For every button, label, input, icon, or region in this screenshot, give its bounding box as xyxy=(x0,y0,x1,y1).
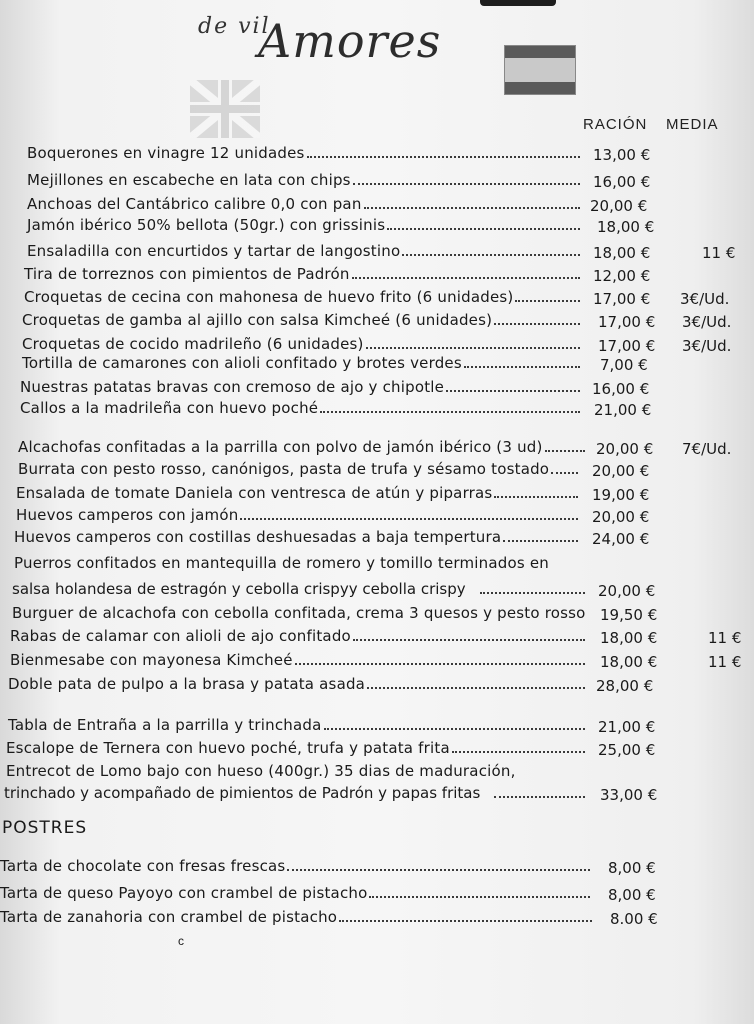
menu-item-price: 7,00 € xyxy=(600,356,648,374)
menu-item-row xyxy=(0,263,754,285)
menu-item-name: Tabla de Entraña a la parrilla y trinchada xyxy=(8,716,322,734)
menu-item-name: Croquetas de cecina con mahonesa de huevo frito (6 unidades) xyxy=(24,288,514,306)
menu-item-price: 13,00 € xyxy=(593,146,651,164)
menu-item-name: Croquetas de gamba al ajillo con salsa Kimcheé (6 unidades) xyxy=(22,311,493,329)
menu-item-price: 24,00 € xyxy=(592,530,650,548)
menu-item-name: Burrata con pesto rosso, canónigos, pasta de trufa y sésamo tostado xyxy=(18,460,550,478)
menu-item-row xyxy=(0,309,754,331)
logo-small-text: de vil xyxy=(198,14,271,39)
menu-item-row xyxy=(0,286,754,308)
menu-item-half-price: 3€/Ud. xyxy=(680,290,730,308)
menu-item-price: 12,00 € xyxy=(593,267,651,285)
menu-item-name: Ensaladilla con encurtidos y tartar de langostino xyxy=(27,242,401,260)
menu-item-row xyxy=(0,673,754,695)
menu-item-name: Rabas de calamar con alioli de ajo confitado xyxy=(10,627,351,645)
dot-leader xyxy=(287,869,590,871)
dot-leader xyxy=(295,663,585,665)
menu-item-price: 20,00 € xyxy=(598,582,656,600)
footer-mark: c xyxy=(178,934,184,948)
dot-leader xyxy=(366,347,580,349)
menu-item-half-price: 11 € xyxy=(708,629,742,647)
dot-leader xyxy=(494,796,585,798)
menu-item-row xyxy=(0,625,754,647)
menu-item-price: 16,00 € xyxy=(592,380,650,398)
menu-item-price: 18,00 € xyxy=(593,244,651,262)
menu-item-name: Callos a la madrileña con huevo poché xyxy=(20,399,319,417)
dot-leader xyxy=(369,896,590,898)
menu-item-row xyxy=(0,193,754,215)
dot-leader xyxy=(307,156,580,158)
menu-item-name: Burguer de alcachofa con cebolla confitada, crema 3 quesos y pesto rosso xyxy=(12,604,586,622)
menu-item-price: 20,00 € xyxy=(592,508,650,526)
menu-item-price: 25,00 € xyxy=(598,741,656,759)
dot-leader xyxy=(364,207,580,209)
menu-item-row xyxy=(0,526,754,548)
dessert-item-row xyxy=(0,855,754,877)
dot-leader xyxy=(452,751,585,753)
dot-leader xyxy=(494,323,580,325)
dot-leader xyxy=(464,366,580,368)
menu-item-row xyxy=(0,504,754,526)
dessert-item-price: 8,00 € xyxy=(608,859,656,877)
menu-item-price: 18,00 € xyxy=(600,629,658,647)
menu-item-price: 17,00 € xyxy=(598,313,656,331)
dot-leader xyxy=(515,300,580,302)
dot-leader xyxy=(387,228,580,230)
dot-leader xyxy=(551,472,578,474)
menu-item-price: 21,00 € xyxy=(598,718,656,736)
menu-item-half-price: 11 € xyxy=(702,244,736,262)
menu-item-half-price: 11 € xyxy=(708,653,742,671)
menu-item-half-price: 3€/Ud. xyxy=(682,313,732,331)
menu-item-row xyxy=(0,458,754,480)
menu-item-name: Doble pata de pulpo a la brasa y patata asada xyxy=(8,675,366,693)
desserts-heading: POSTRES xyxy=(2,818,88,838)
menu-item-price: 21,00 € xyxy=(594,401,652,419)
dot-leader xyxy=(353,639,585,641)
menu-item-row xyxy=(0,142,754,164)
menu-item-row xyxy=(0,436,754,458)
dot-leader xyxy=(240,518,578,520)
menu-item-row xyxy=(0,649,754,671)
menu-item-row xyxy=(0,214,754,236)
column-header-racion: RACIÓN xyxy=(583,116,648,133)
menu-item-name: Puerros confitados en mantequilla de romero y tomillo terminados en xyxy=(14,554,549,572)
menu-item-price: 19,00 € xyxy=(592,486,650,504)
menu-item-price: 17,00 € xyxy=(593,290,651,308)
menu-item-row xyxy=(0,352,754,374)
menu-item-price: 20,00 € xyxy=(592,462,650,480)
menu-item-name-continued: salsa holandesa de estragón y cebolla crispyy cebolla crispy xyxy=(12,580,466,598)
dot-leader xyxy=(367,687,585,689)
menu-item-name: Alcachofas confitadas a la parrilla con polvo de jamón ibérico (3 ud) xyxy=(18,438,543,456)
dot-leader xyxy=(339,920,592,922)
menu-item-name: Huevos camperos con costillas deshuesadas a baja tempertura xyxy=(14,528,502,546)
dot-leader xyxy=(446,390,580,392)
menu-item-row xyxy=(0,169,754,191)
menu-item-half-price: 3€/Ud. xyxy=(682,337,732,355)
dessert-item-price: 8.00 € xyxy=(610,910,658,928)
menu-item-price: 33,00 € xyxy=(600,786,658,804)
menu-item-name: Mejillones en escabeche en lata con chips xyxy=(27,171,351,189)
menu-item-price: 19,50 € xyxy=(600,606,658,624)
dot-leader xyxy=(353,183,580,185)
dot-leader xyxy=(402,254,580,256)
dot-leader xyxy=(320,411,580,413)
menu-item-price: 17,00 € xyxy=(598,337,656,355)
dot-leader xyxy=(494,496,578,498)
menu-item-price: 20,00 € xyxy=(596,440,654,458)
menu-item-name: Ensalada de tomate Daniela con ventresca de atún y piparras xyxy=(16,484,493,502)
menu-item-name: Anchoas del Cantábrico calibre 0,0 con pan xyxy=(27,195,362,213)
menu-item-name: Tira de torreznos con pimientos de Padrón xyxy=(24,265,350,283)
menu-item-row xyxy=(0,240,754,262)
menu-item-row xyxy=(0,397,754,419)
menu-item-half-price: 7€/Ud. xyxy=(682,440,732,458)
menu-item-name: Jamón ibérico 50% bellota (50gr.) con grissinis xyxy=(27,216,386,234)
menu-item-name: Boquerones en vinagre 12 unidades xyxy=(27,144,305,162)
menu-item-price: 18,00 € xyxy=(600,653,658,671)
menu-item-name: Escalope de Ternera con huevo poché, trufa y patata frita xyxy=(6,739,450,757)
dot-leader xyxy=(545,450,585,452)
menu-item-row xyxy=(0,376,754,398)
column-header-media: MEDIA xyxy=(666,116,719,133)
menu-item-name: Entrecot de Lomo bajo con hueso (400gr.) 35 dias de maduración, xyxy=(6,762,516,780)
dessert-item-row xyxy=(0,882,754,904)
menu-item-name: Huevos camperos con jamón xyxy=(16,506,239,524)
dot-leader xyxy=(352,277,580,279)
dessert-item-row xyxy=(0,906,754,928)
dot-leader xyxy=(324,728,586,730)
menu-item-row xyxy=(0,714,754,736)
dessert-item-price: 8,00 € xyxy=(608,886,656,904)
menu-item-row xyxy=(0,482,754,504)
dot-leader xyxy=(480,592,585,594)
dessert-item-name: Tarta de zanahoria con crambel de pistacho xyxy=(0,908,338,926)
dot-leader xyxy=(503,540,578,542)
menu-item-row xyxy=(0,552,754,600)
menu-item-row xyxy=(0,737,754,759)
menu-item-name: Croquetas de cocido madrileño (6 unidades) xyxy=(22,335,364,353)
menu-item-row xyxy=(0,602,754,624)
dessert-item-name: Tarta de chocolate con fresas frescas xyxy=(0,857,286,875)
menu-item-name: Nuestras patatas bravas con cremoso de ajo y chipotle xyxy=(20,378,445,396)
menu-item-price: 16,00 € xyxy=(593,173,651,191)
menu-item-price: 28,00 € xyxy=(596,677,654,695)
menu-item-name: Bienmesabe con mayonesa Kimcheé xyxy=(10,651,293,669)
menu-item-row xyxy=(0,760,754,804)
dessert-item-name: Tarta de queso Payoyo con crambel de pistacho xyxy=(0,884,368,902)
menu-item-price: 20,00 € xyxy=(590,197,648,215)
menu-item-name-continued: trinchado y acompañado de pimientos de Padrón y papas fritas xyxy=(4,784,481,802)
logo-big-text: Amores xyxy=(258,14,442,68)
menu-item-name: Tortilla de camarones con alioli confitado y brotes verdes xyxy=(22,354,462,372)
menu-item-price: 18,00 € xyxy=(597,218,655,236)
